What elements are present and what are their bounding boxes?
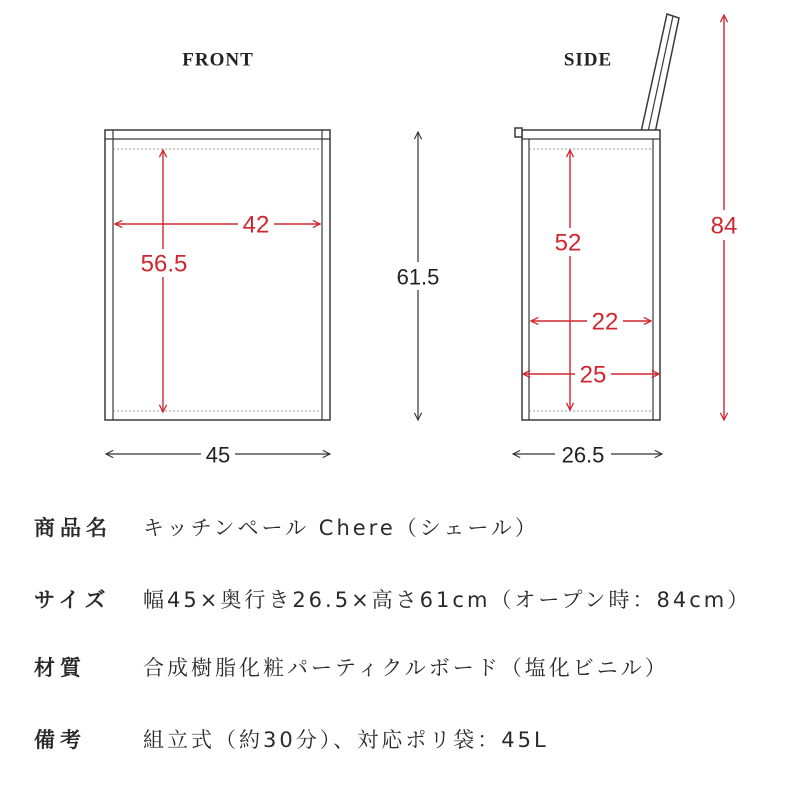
front-inner-height-label: 56.5 bbox=[140, 250, 188, 278]
spec-value: キッチンペール Chere（シェール） bbox=[143, 516, 539, 540]
side-inner-height-label: 52 bbox=[554, 229, 582, 257]
spec-value: 幅45×奥行き26.5×高さ61cm（オープン時：84cm） bbox=[143, 588, 752, 612]
side-view-label: SIDE bbox=[563, 49, 613, 71]
side-open-height-label: 84 bbox=[710, 212, 738, 240]
spec-value: 組立式（約30分）、対応ポリ袋：45L bbox=[143, 728, 549, 752]
spec-label: サイズ bbox=[34, 588, 111, 612]
spec-label: 材質 bbox=[34, 656, 86, 680]
side-lid-tab bbox=[515, 128, 522, 137]
front-inner-width-label: 42 bbox=[242, 211, 270, 239]
spec-row-product-name bbox=[0, 513, 800, 543]
front-outer-width-label: 45 bbox=[205, 442, 231, 468]
front-view-label: FRONT bbox=[182, 49, 254, 71]
spec-label: 備考 bbox=[34, 728, 86, 752]
spec-label: 商品名 bbox=[34, 516, 112, 540]
side-inner-depth-label: 25 bbox=[579, 361, 607, 389]
spec-row-notes bbox=[0, 725, 800, 755]
side-inner-depth-bottom-label: 22 bbox=[591, 308, 619, 336]
spec-row-material bbox=[0, 653, 800, 683]
spec-row-size bbox=[0, 585, 800, 615]
spec-value: 合成樹脂化粧パーティクルボード（塩化ビニル） bbox=[143, 656, 669, 680]
front-outer-height-label: 61.5 bbox=[396, 264, 440, 290]
side-open-lid-inner-edge bbox=[648, 16, 673, 132]
side-outer-depth-label: 26.5 bbox=[561, 442, 605, 468]
side-view bbox=[515, 14, 679, 420]
